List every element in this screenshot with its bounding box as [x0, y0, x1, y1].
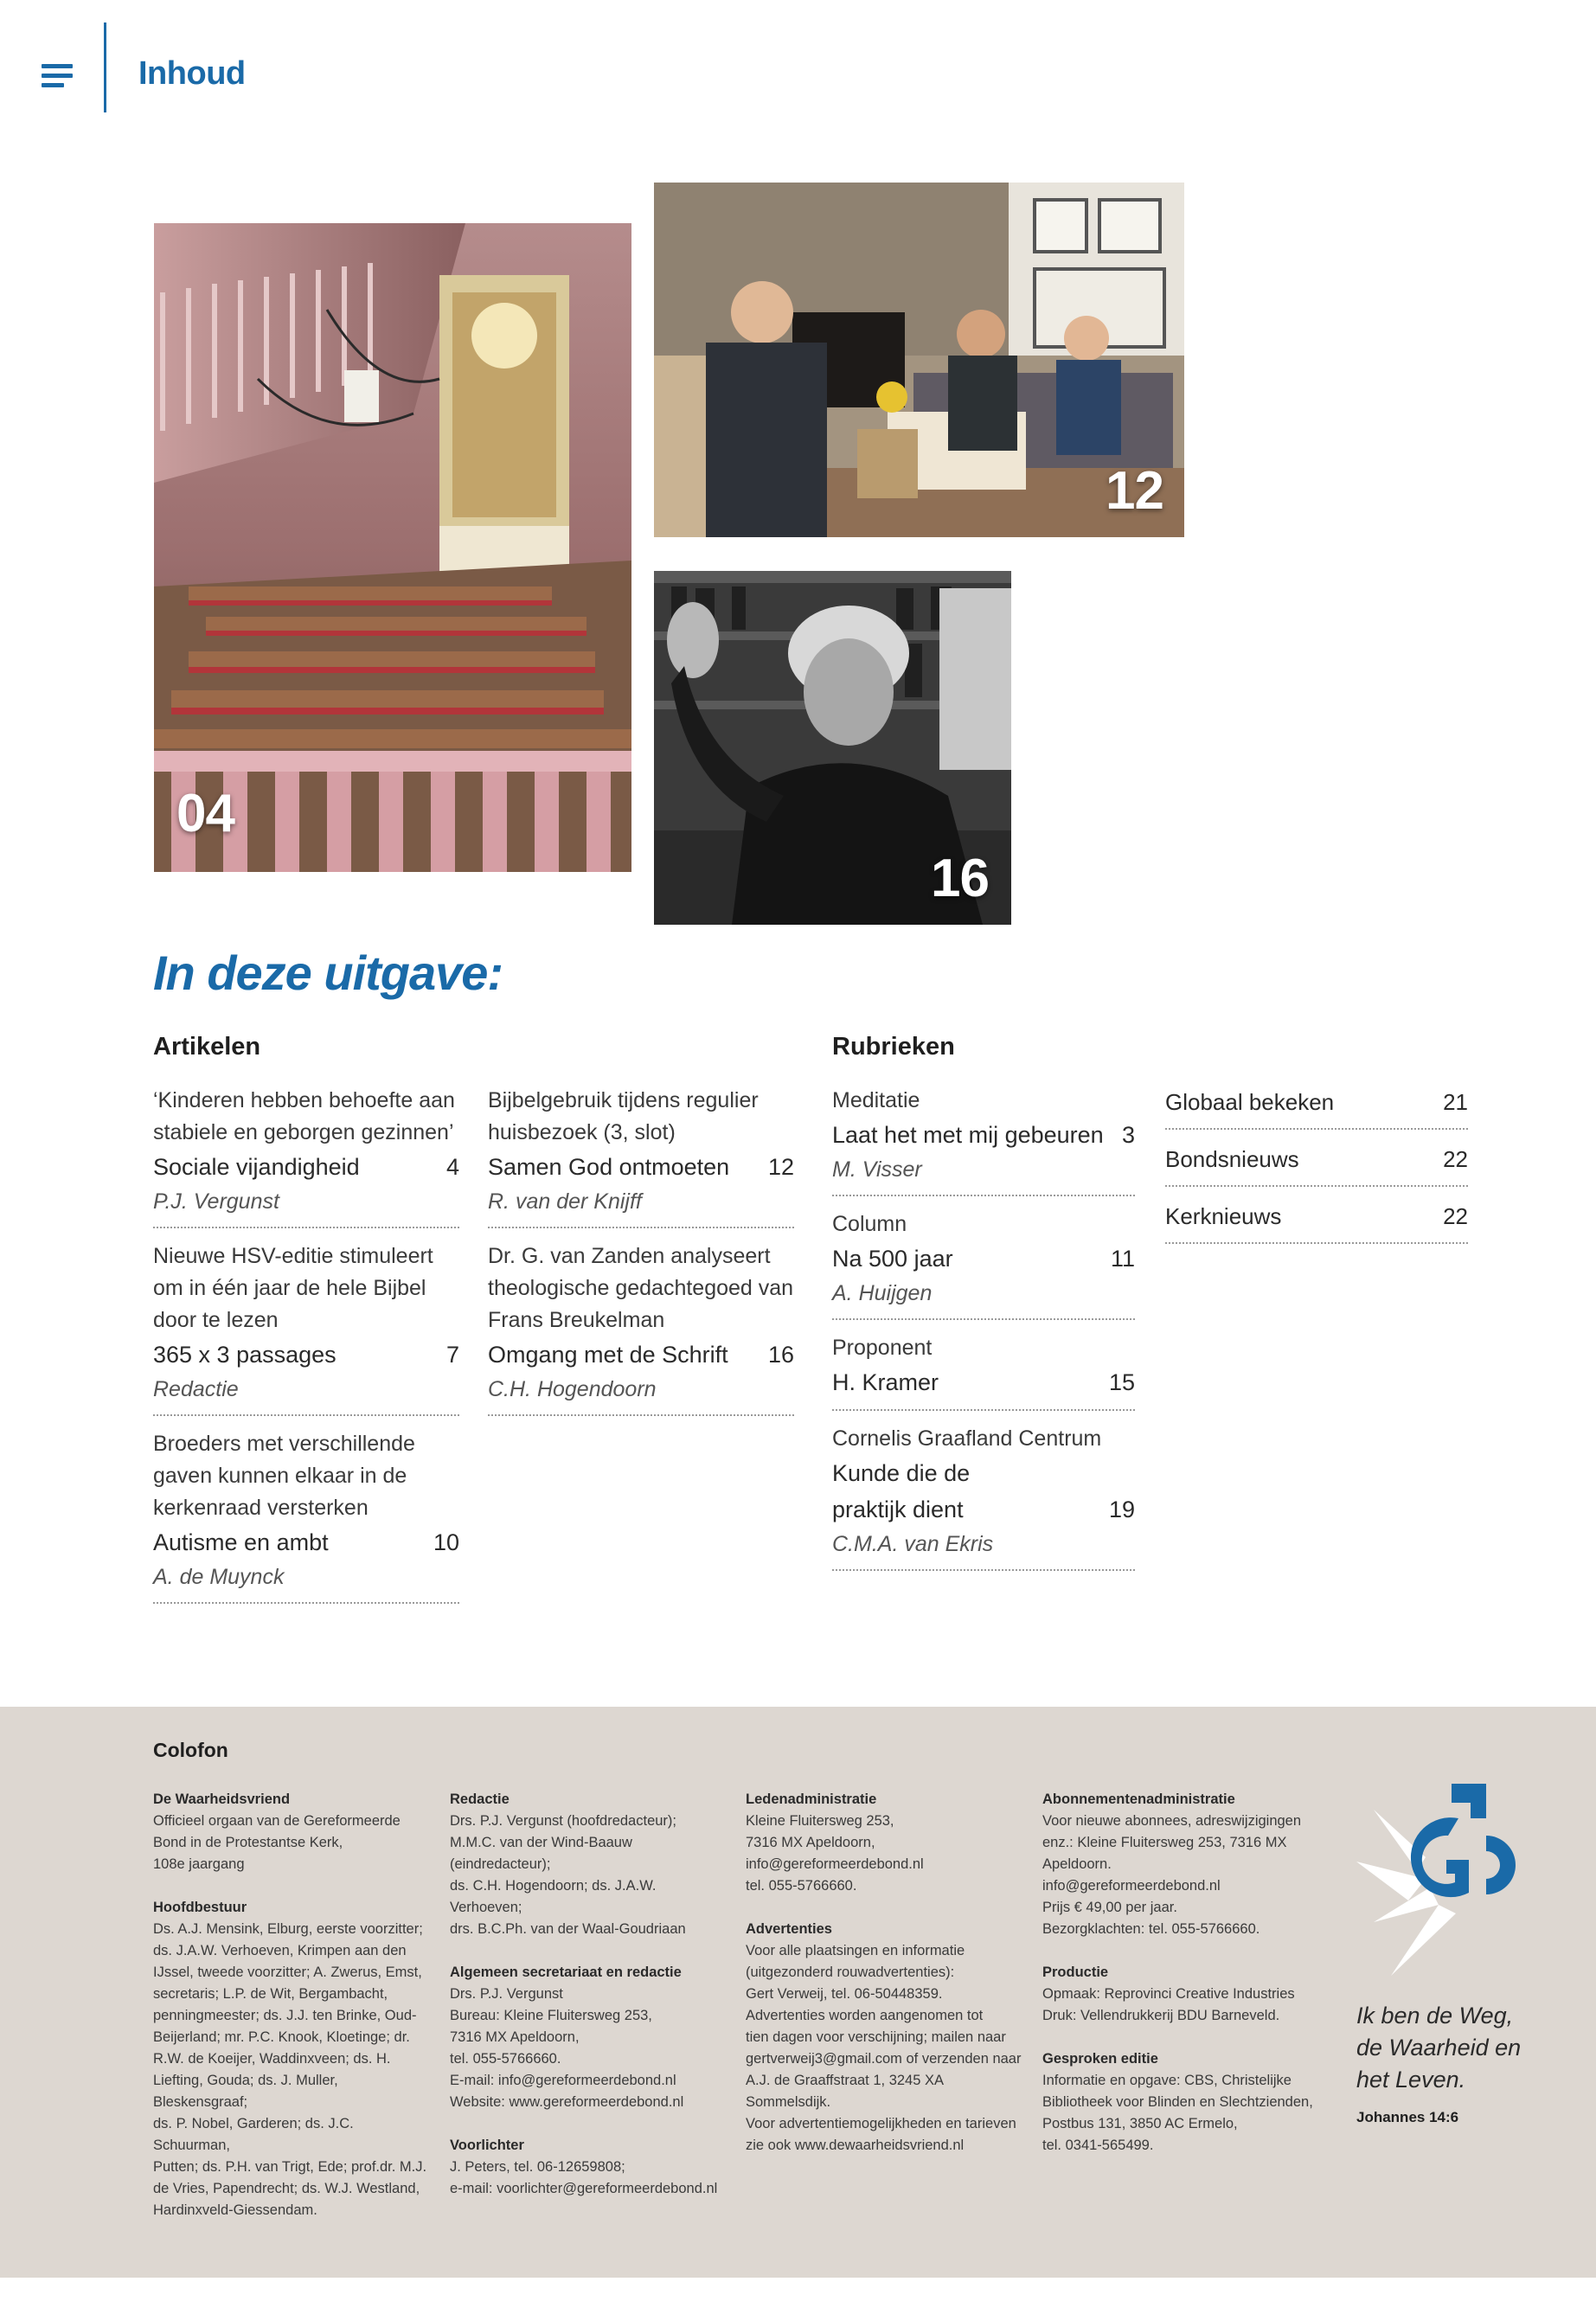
colofon-line: Apeldoorn. — [1042, 1856, 1112, 1872]
toc-intro: Broeders met verschillende gaven kunnen elkaar in de kerkenraad versterken — [153, 1432, 415, 1520]
colofon-line: Bureau: Kleine Fluitersweg 253, — [450, 2008, 652, 2023]
toc-author: M. Visser — [832, 1157, 922, 1182]
toc-entry[interactable] — [832, 1208, 1135, 1320]
toc-entry[interactable] — [488, 1085, 794, 1228]
toc-title: Autisme en ambt — [153, 1529, 329, 1555]
bible-quote — [1356, 2000, 1521, 2096]
toc-page: 3 — [1121, 1122, 1135, 1148]
toc-rubric: Column — [832, 1212, 907, 1236]
rubrieken-column-2 — [1165, 1085, 1468, 1256]
photo-church-interior[interactable] — [154, 223, 631, 872]
email-link[interactable]: info@gereformeerdebond.nl — [746, 1856, 924, 1872]
colofon-section-heading: De Waarheidsvriend — [153, 1791, 291, 1807]
toc-author: C.H. Hogendoorn — [488, 1377, 657, 1401]
photo-house-visit[interactable] — [654, 183, 1184, 537]
toc-intro: Bijbelgebruik tijdens regulier huisbezoek (3, slot) — [488, 1088, 759, 1144]
colofon-line: Druk: Vellendrukkerij BDU Barneveld. — [1042, 2008, 1280, 2023]
toc-entry[interactable] — [1165, 1142, 1468, 1187]
toc-page: 22 — [1443, 1203, 1468, 1229]
colofon-section-heading: Algemeen secretariaat en redactie — [450, 1965, 682, 1980]
toc-title: 365 x 3 passages — [153, 1342, 337, 1368]
toc-author: P.J. Vergunst — [153, 1189, 279, 1214]
artikelen-column-1 — [153, 1085, 459, 1616]
colofon-section-heading: Abonnementenadministratie — [1042, 1791, 1235, 1807]
colofon-line: Informatie en opgave: CBS, Christelijke — [1042, 2073, 1292, 2088]
photo-page-number: 16 — [931, 849, 989, 908]
rubrieken-column-1 — [832, 1085, 1135, 1583]
quote-line: het Leven. — [1356, 2067, 1466, 2093]
toc-title: Samen God ontmoeten — [488, 1154, 730, 1180]
colofon-section-heading: Productie — [1042, 1965, 1109, 1980]
artikelen-column-2 — [488, 1085, 794, 1428]
header-divider — [104, 22, 106, 112]
toc-author: R. van der Knijff — [488, 1189, 642, 1214]
colofon-line: tel. 055-5766660. — [746, 1878, 857, 1894]
rubrieken-heading: Rubrieken — [832, 1033, 955, 1061]
toc-entry[interactable] — [1165, 1199, 1468, 1244]
email-link[interactable]: info@gereformeerdebond.nl — [1042, 1878, 1221, 1894]
toc-title: Sociale vijandigheid — [153, 1154, 360, 1180]
toc-rubric: Cornelis Graafland Centrum — [832, 1426, 1102, 1451]
quote-line: Ik ben de Weg, — [1356, 2003, 1514, 2029]
colofon-line: Ds. A.J. Mensink, Elburg, eerste voorzitter; — [153, 1921, 423, 1937]
toc-entry[interactable] — [153, 1240, 459, 1416]
toc-rubric: Proponent — [832, 1336, 933, 1360]
colofon-line: IJssel, tweede voorzitter; A. Zwerus, Emst, — [153, 1965, 422, 1980]
email-link[interactable]: e-mail: voorlichter@gereformeerdebond.nl — [450, 2181, 718, 2196]
toc-page: 10 — [433, 1529, 459, 1555]
colofon-line: Voor advertentiemogelijkheden en tarieven — [746, 2116, 1016, 2131]
toc-entry[interactable] — [832, 1423, 1135, 1571]
colofon-line: tel. 055-5766660. — [450, 2051, 561, 2067]
toc-page: 4 — [445, 1154, 459, 1180]
colofon-line: ds. C.H. Hogendoorn; ds. J.A.W. Verhoeven; — [450, 1878, 657, 1915]
page-title: Inhoud — [138, 55, 246, 92]
toc-entry[interactable] — [153, 1085, 459, 1228]
quote-reference: Johannes 14:6 — [1356, 2109, 1459, 2125]
colofon-line: Bond in de Protestantse Kerk, — [153, 1835, 343, 1850]
colofon-line: de Vries, Papendrecht; ds. W.J. Westland, — [153, 2181, 420, 2196]
colofon-line: gertverweij3@gmail.com of verzenden naar — [746, 2051, 1022, 2067]
colofon-line: Kleine Fluitersweg 253, — [746, 1813, 894, 1829]
toc-entry[interactable] — [832, 1085, 1135, 1196]
colofon-line: Drs. P.J. Vergunst — [450, 1986, 563, 2002]
toc-title: Laat het met mij gebeuren — [832, 1122, 1104, 1148]
contents-heading: In deze uitgave: — [153, 945, 503, 1000]
toc-entry[interactable] — [488, 1240, 794, 1416]
website-link[interactable]: Website: www.gereformeerdebond.nl — [450, 2094, 684, 2110]
colofon-line: Bezorgklachten: tel. 055-5766660. — [1042, 1921, 1260, 1937]
gereformeerde-bond-logo-icon — [1356, 1784, 1522, 1976]
colofon-line: secretaris; L.P. de Wit, Bergambacht, — [153, 1986, 388, 2002]
colofon-line: Beijerland; mr. P.C. Knook, Kloetinge; dr. — [153, 2029, 410, 2045]
colofon-section-heading: Hoofdbestuur — [153, 1900, 247, 1915]
colofon-line: J. Peters, tel. 06-12659808; — [450, 2159, 625, 2175]
toc-author: Redactie — [153, 1377, 239, 1401]
colofon-line: Drs. P.J. Vergunst (hoofdredacteur); — [450, 1813, 676, 1829]
colofon-line: Advertenties worden aangenomen tot — [746, 2008, 984, 2023]
toc-intro: ‘Kinderen hebben behoefte aan stabiele en geborgen gezinnen’ — [153, 1088, 455, 1144]
colofon-section-heading: Voorlichter — [450, 2138, 524, 2153]
toc-title: Kerknieuws — [1165, 1203, 1282, 1229]
colofon-line: penningmeester; ds. J.J. ten Brinke, Oud- — [153, 2008, 417, 2023]
toc-author: A. de Muynck — [153, 1565, 285, 1589]
colofon-line: Officieel orgaan van de Gereformeerde — [153, 1813, 401, 1829]
toc-author: A. Huijgen — [832, 1281, 933, 1305]
colofon-line: Voor nieuwe abonnees, adreswijzigingen — [1042, 1813, 1302, 1829]
colofon-line: Prijs € 49,00 per jaar. — [1042, 1900, 1177, 1915]
colofon-line: Postbus 131, 3850 AC Ermelo, — [1042, 2116, 1238, 2131]
colofon-line: A.J. de Graaffstraat 1, 3245 XA Sommelsdijk. — [746, 2073, 944, 2110]
colofon-line: Hardinxveld-Giessendam. — [153, 2202, 317, 2218]
colofon-line: enz.: Kleine Fluitersweg 253, 7316 MX — [1042, 1835, 1287, 1850]
toc-title: Bondsnieuws — [1165, 1146, 1299, 1172]
toc-page: 7 — [445, 1342, 459, 1368]
colofon-line: R.W. de Koeijer, Waddinxveen; ds. H. — [153, 2051, 391, 2067]
colofon-column-1 — [153, 1789, 430, 2243]
colofon-line: 7316 MX Apeldoorn, — [746, 1835, 875, 1850]
toc-entry[interactable] — [1165, 1085, 1468, 1130]
colofon-line: Voor alle plaatsingen en informatie — [746, 1943, 965, 1958]
colofon-title: Colofon — [153, 1739, 228, 1761]
colofon-section-heading: Gesproken editie — [1042, 2051, 1158, 2067]
colofon-line: tel. 0341-565499. — [1042, 2138, 1154, 2153]
colofon-line: Putten; ds. P.H. van Trigt, Ede; prof.dr. M.J. — [153, 2159, 427, 2175]
colofon-line: Bibliotheek voor Blinden en Slechtzienden, — [1042, 2094, 1313, 2110]
colofon-line: (uitgezonderd rouwadvertenties): — [746, 1965, 955, 1980]
colofon-column-2 — [450, 1789, 727, 2221]
toc-author: C.M.A. van Ekris — [832, 1532, 994, 1556]
colofon-line: Opmaak: Reprovinci Creative Industries — [1042, 1986, 1295, 2002]
colofon-line: 108e jaargang — [153, 1856, 245, 1872]
colofon-line: ds. P. Nobel, Garderen; ds. J.C. Schuurman, — [153, 2116, 354, 2153]
colofon-line: ds. J.A.W. Verhoeven, Krimpen aan den — [153, 1943, 407, 1958]
toc-page: 11 — [1110, 1246, 1135, 1272]
colofon-section-heading: Advertenties — [746, 1921, 832, 1937]
colofon-section-heading: Redactie — [450, 1791, 510, 1807]
colofon-line: M.M.C. van der Wind-Baauw (eindredacteur); — [450, 1835, 632, 1872]
toc-page: 22 — [1443, 1146, 1468, 1172]
toc-page: 21 — [1443, 1089, 1468, 1115]
photo-portrait[interactable] — [654, 571, 1011, 925]
toc-title: H. Kramer — [832, 1369, 939, 1395]
toc-title: Kunde die de praktijk dient — [832, 1460, 971, 1522]
menu-icon[interactable] — [42, 64, 73, 88]
photo-page-number: 12 — [1106, 461, 1163, 521]
colofon-line: Liefting, Gouda; ds. J. Muller, Bleskensgraaf; — [153, 2073, 338, 2110]
colofon-section-heading: Ledenadministratie — [746, 1791, 877, 1807]
colofon-line: Gert Verweij, tel. 06-50448359. — [746, 1986, 943, 2002]
colofon-column-4 — [1042, 1789, 1319, 2178]
church-interior-image — [154, 223, 631, 872]
toc-intro: Dr. G. van Zanden analyseert theologische gedachtegoed van Frans Breukelman — [488, 1244, 794, 1332]
email-link[interactable]: E-mail: info@gereformeerdebond.nl — [450, 2073, 676, 2088]
toc-page: 19 — [1108, 1497, 1135, 1522]
toc-title: Na 500 jaar — [832, 1246, 953, 1272]
colofon-column-3 — [746, 1789, 1022, 2178]
colofon-line: drs. B.C.Ph. van der Waal-Goudriaan — [450, 1921, 686, 1937]
toc-title: Omgang met de Schrift — [488, 1342, 728, 1368]
toc-entry[interactable] — [832, 1332, 1135, 1411]
artikelen-heading: Artikelen — [153, 1033, 261, 1061]
toc-title: Globaal bekeken — [1165, 1089, 1335, 1115]
toc-page: 12 — [767, 1154, 794, 1180]
toc-page: 16 — [767, 1342, 794, 1368]
quote-line: de Waarheid en — [1356, 2035, 1522, 2061]
toc-entry[interactable] — [153, 1428, 459, 1604]
toc-rubric: Meditatie — [832, 1088, 920, 1112]
toc-intro: Nieuwe HSV-editie stimuleert om in één jaar de hele Bijbel door te lezen — [153, 1244, 433, 1332]
photo-page-number: 04 — [176, 784, 234, 843]
colofon-line: tien dagen voor verschijning; mailen naar — [746, 2029, 1006, 2045]
toc-page: 15 — [1108, 1369, 1135, 1395]
website-link[interactable]: zie ook www.dewaarheidsvriend.nl — [746, 2138, 965, 2153]
colofon-line: 7316 MX Apeldoorn, — [450, 2029, 580, 2045]
